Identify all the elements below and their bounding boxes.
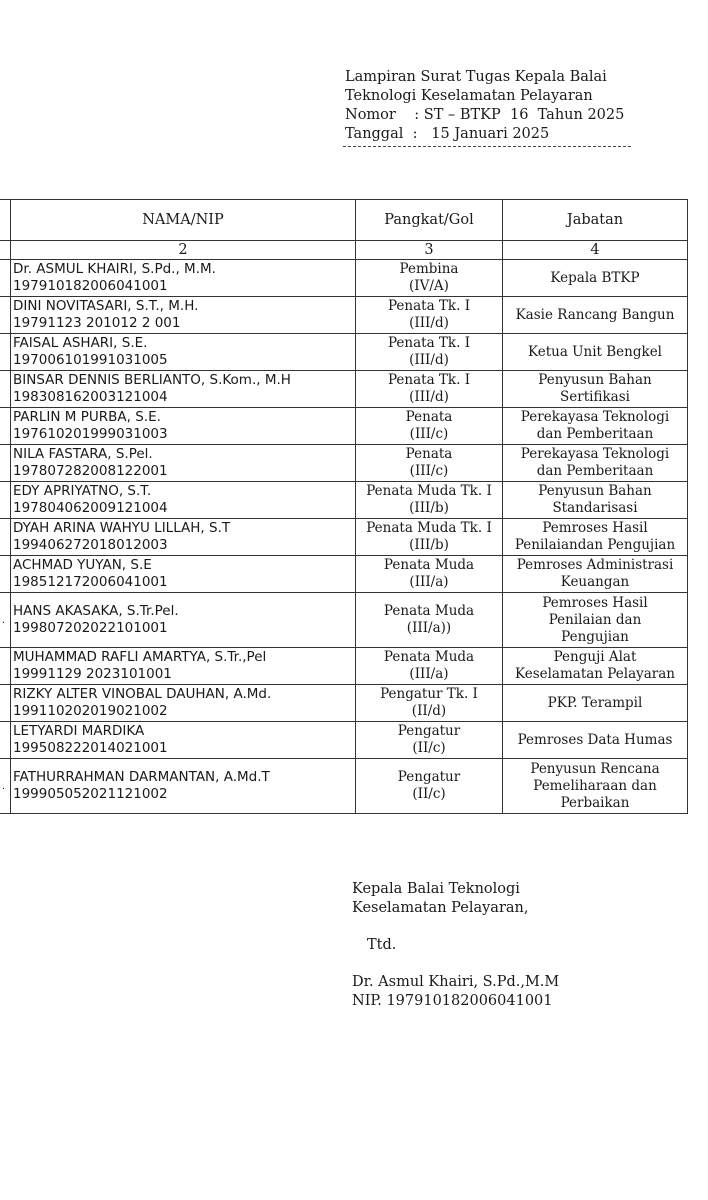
- employee-nip: 199807202022101001: [13, 620, 168, 636]
- rank-title: Penata Muda: [383, 557, 475, 573]
- header-nomor: Nomor : ST – BTKP 16 Tahun 2025: [345, 107, 625, 123]
- row-number-cell: .: [0, 593, 11, 648]
- employee-nip: 197910182006041001: [13, 278, 168, 294]
- rank-cell: [356, 334, 503, 371]
- rank-title: Penata Tk. I: [387, 335, 471, 351]
- employee-nip: 197610201999031003: [13, 426, 168, 442]
- table-row: [0, 334, 688, 371]
- rank-cell: [356, 648, 503, 685]
- position-line-1: Penyusun Bahan: [538, 372, 652, 388]
- table-row: [0, 371, 688, 408]
- row-number-cell: [0, 722, 11, 759]
- employee-nip: 198308162003121004: [13, 389, 168, 405]
- position-line-2: Keselamatan Pelayaran: [514, 666, 675, 682]
- position-line-2: Penilaian dan: [548, 611, 642, 628]
- rank-title: Pembina: [399, 261, 459, 277]
- table-row: [0, 759, 688, 814]
- rank-grade: (IV/A): [409, 278, 449, 294]
- rank-grade: (II/d): [411, 703, 447, 719]
- row-number-cell: [0, 408, 11, 445]
- header-position: Jabatan: [503, 200, 688, 241]
- rank-grade: (II/c): [412, 740, 446, 756]
- position-line-2: dan Pemberitaan: [536, 426, 654, 442]
- rank-grade: (III/a): [409, 666, 449, 682]
- position-line-1: Perekayasa Teknologi: [520, 446, 670, 462]
- rank-grade: (III/b): [409, 537, 449, 553]
- position-cell: [503, 648, 688, 685]
- rank-title: Penata Tk. I: [387, 298, 471, 314]
- position-cell: [503, 445, 688, 482]
- name-cell: [11, 722, 356, 759]
- position-cell: [503, 685, 688, 722]
- employee-nip: 199110202019021002: [13, 703, 168, 719]
- position-cell: [503, 722, 688, 759]
- rank-grade: (III/c): [409, 426, 449, 442]
- colnum-no-cell: [0, 241, 11, 260]
- employee-nip: 19991129 2023101001: [13, 666, 172, 682]
- rank-cell: [356, 759, 503, 814]
- row-number-cell: [0, 519, 11, 556]
- employee-nip: 199905052021121002: [13, 786, 168, 802]
- signature-block: [352, 880, 672, 1011]
- employee-name: FAISAL ASHARI, S.E.: [13, 335, 148, 351]
- position-cell: [503, 297, 688, 334]
- rank-grade: (III/a)): [406, 620, 452, 636]
- rank-title: Penata Tk. I: [387, 372, 471, 388]
- position-cell: [503, 482, 688, 519]
- rank-cell: [356, 371, 503, 408]
- employee-name: PARLIN M PURBA, S.E.: [13, 409, 161, 425]
- rank-title: Penata: [405, 446, 453, 462]
- position-cell: [503, 371, 688, 408]
- rank-title: Penata Muda: [383, 649, 475, 665]
- position-line-2: Standarisasi: [552, 500, 638, 516]
- rank-title: Penata: [405, 409, 453, 425]
- position-line-2: Penilaiandan Pengujian: [514, 537, 676, 553]
- row-number-cell: [0, 260, 11, 297]
- rank-title: Penata Muda: [383, 603, 475, 619]
- position-line-1: Pemroses Administrasi: [516, 557, 674, 573]
- employee-name: DINI NOVITASARI, S.T., M.H.: [13, 298, 199, 314]
- signature-line-2: Keselamatan Pelayaran,: [352, 900, 529, 916]
- employee-name: LETYARDI MARDIKA: [13, 723, 145, 739]
- signature-line-1: Kepala Balai Teknologi: [352, 881, 520, 897]
- position-cell: [503, 759, 688, 814]
- staff-table: [0, 199, 688, 814]
- rank-title: Pengatur Tk. I: [380, 686, 478, 702]
- rank-cell: [356, 556, 503, 593]
- position-cell: [503, 334, 688, 371]
- table-row: [0, 408, 688, 445]
- table-row: [0, 297, 688, 334]
- employee-name: Dr. ASMUL KHAIRI, S.Pd., M.M.: [13, 261, 216, 277]
- name-cell: [11, 593, 356, 648]
- position-line-2: Keuangan: [560, 574, 630, 590]
- rank-grade: (III/d): [409, 315, 449, 331]
- position-cell: [503, 260, 688, 297]
- rank-title: Pengatur: [397, 723, 461, 739]
- name-cell: [11, 408, 356, 445]
- name-cell: [11, 334, 356, 371]
- rank-cell: [356, 260, 503, 297]
- position-line-1: Pemroses Data Humas: [517, 731, 673, 748]
- header-divider: [343, 146, 631, 147]
- row-number-cell: [0, 334, 11, 371]
- table-header-row: [0, 200, 688, 241]
- row-number-cell: [0, 371, 11, 408]
- rank-grade: (III/b): [409, 500, 449, 516]
- rank-title: Pengatur: [397, 769, 461, 785]
- position-line-1: Perekayasa Teknologi: [520, 409, 670, 425]
- employee-nip: 197804062009121004: [13, 500, 168, 516]
- header-line-2: Teknologi Keselamatan Pelayaran: [345, 88, 593, 104]
- position-line-1: Penyusun Bahan: [538, 483, 652, 499]
- name-cell: [11, 482, 356, 519]
- table-row: [0, 593, 688, 648]
- table-row: [0, 260, 688, 297]
- employee-nip: 197807282008122001: [13, 463, 168, 479]
- rank-cell: [356, 593, 503, 648]
- name-cell: [11, 685, 356, 722]
- row-number-cell: [0, 685, 11, 722]
- employee-name: MUHAMMAD RAFLI AMARTYA, S.Tr.,Pel: [13, 649, 267, 665]
- table-row: [0, 445, 688, 482]
- colnum-position: 4: [503, 241, 688, 260]
- employee-name: EDY APRIYATNO, S.T.: [13, 483, 152, 499]
- table-row: [0, 482, 688, 519]
- letter-header: [345, 68, 645, 144]
- table-row: [0, 556, 688, 593]
- position-line-1: Pemroses Hasil: [542, 594, 648, 611]
- row-number-cell: [0, 482, 11, 519]
- position-line-2: Sertifikasi: [560, 389, 630, 405]
- employee-name: DYAH ARINA WAHYU LILLAH, S.T: [13, 520, 231, 536]
- signatory-nip: NIP. 197910182006041001: [352, 993, 553, 1009]
- position-line-3: Pengujian: [561, 628, 629, 645]
- employee-name: BINSAR DENNIS BERLIANTO, S.Kom., M.H: [13, 372, 291, 388]
- name-cell: [11, 445, 356, 482]
- name-cell: [11, 648, 356, 685]
- rank-grade: (III/c): [409, 463, 449, 479]
- signatory-name: Dr. Asmul Khairi, S.Pd.,M.M: [352, 974, 560, 990]
- employee-name: NILA FASTARA, S.Pel.: [13, 446, 153, 462]
- employee-name: HANS AKASAKA, S.Tr.Pel.: [13, 603, 179, 619]
- rank-grade: (III/d): [409, 389, 449, 405]
- row-number-cell: [0, 648, 11, 685]
- name-cell: [11, 556, 356, 593]
- position-line-2: dan Pemberitaan: [536, 463, 654, 479]
- table-row: [0, 648, 688, 685]
- position-line-2: Pemeliharaan dan: [533, 777, 657, 794]
- employee-name: FATHURRAHMAN DARMANTAN, A.Md.T: [13, 769, 270, 785]
- rank-cell: [356, 297, 503, 334]
- rank-cell: [356, 408, 503, 445]
- name-cell: [11, 371, 356, 408]
- rank-cell: [356, 685, 503, 722]
- position-line-1: Kepala BTKP: [550, 269, 640, 286]
- table-body: [0, 260, 688, 814]
- rank-title: Penata Muda Tk. I: [366, 483, 492, 499]
- colnum-rank: 3: [356, 241, 503, 260]
- header-name: NAMA/NIP: [11, 200, 356, 241]
- position-line-1: Ketua Unit Bengkel: [527, 343, 662, 360]
- header-line-1: Lampiran Surat Tugas Kepala Balai: [345, 69, 607, 85]
- position-cell: [503, 519, 688, 556]
- table-row: [0, 722, 688, 759]
- rank-cell: [356, 482, 503, 519]
- table-row: [0, 685, 688, 722]
- table-row: [0, 519, 688, 556]
- position-line-1: PKP. Terampil: [547, 694, 643, 711]
- row-number-cell: [0, 556, 11, 593]
- position-line-1: Kasie Rancang Bangun: [515, 306, 675, 323]
- name-cell: [11, 297, 356, 334]
- rank-grade: (II/c): [412, 786, 446, 802]
- row-number-cell: [0, 445, 11, 482]
- position-cell: [503, 408, 688, 445]
- rank-grade: (III/d): [409, 352, 449, 368]
- colnum-name: 2: [11, 241, 356, 260]
- employee-nip: 19791123 201012 2 001: [13, 315, 181, 331]
- header-tanggal: Tanggal : 15 Januari 2025: [345, 126, 550, 142]
- employee-nip: 199406272018012003: [13, 537, 168, 553]
- row-number-cell: [0, 297, 11, 334]
- rank-cell: [356, 445, 503, 482]
- position-line-1: Pemroses Hasil: [542, 520, 648, 536]
- employee-nip: 198512172006041001: [13, 574, 168, 590]
- column-number-row: [0, 241, 688, 260]
- signature-ttd: Ttd.: [367, 937, 397, 953]
- position-line-1: Penguji Alat: [553, 649, 637, 665]
- name-cell: [11, 759, 356, 814]
- employee-nip: 199508222014021001: [13, 740, 168, 756]
- employee-name: ACHMAD YUYAN, S.E: [13, 557, 152, 573]
- rank-cell: [356, 722, 503, 759]
- position-cell: [503, 593, 688, 648]
- employee-nip: 197006101991031005: [13, 352, 168, 368]
- name-cell: [11, 519, 356, 556]
- name-cell: [11, 260, 356, 297]
- position-line-1: Penyusun Rencana: [530, 760, 660, 777]
- employee-name: RIZKY ALTER VINOBAL DAUHAN, A.Md.: [13, 686, 272, 702]
- header-no-cell: [0, 200, 11, 241]
- rank-grade: (III/a): [409, 574, 449, 590]
- position-line-3: Perbaikan: [560, 794, 630, 811]
- row-number-cell: .: [0, 759, 11, 814]
- rank-cell: [356, 519, 503, 556]
- header-rank: Pangkat/Gol: [356, 200, 503, 241]
- rank-title: Penata Muda Tk. I: [366, 520, 492, 536]
- position-cell: [503, 556, 688, 593]
